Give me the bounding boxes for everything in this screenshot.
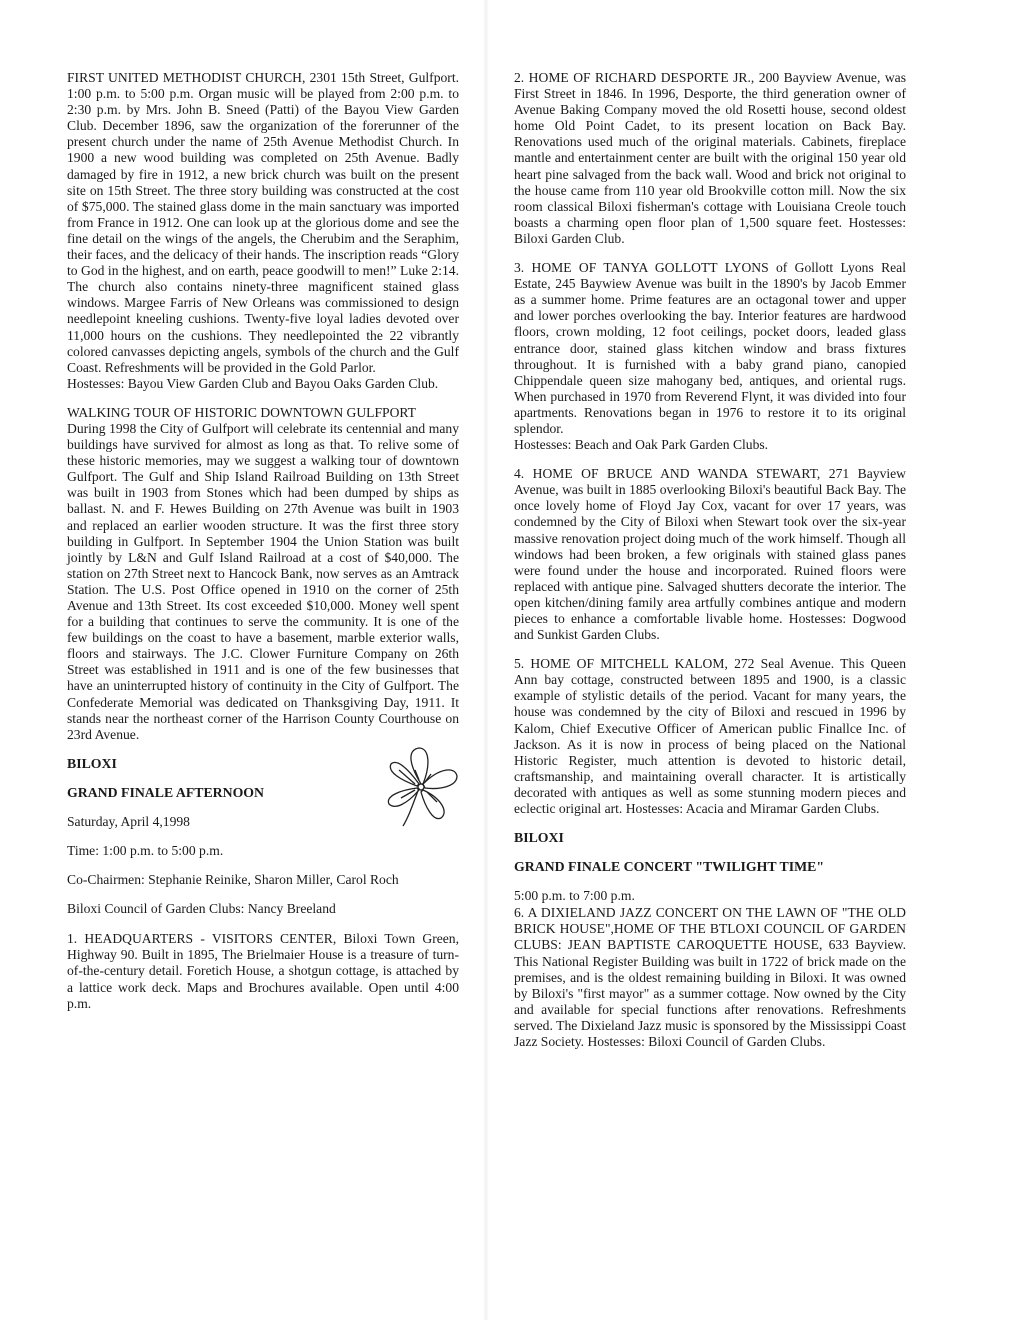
item-4-stewart: 4. HOME OF BRUCE AND WANDA STEWART, 271 Bayview Avenue, was built in 1885 overlooking Biloxi's beautiful Back Bay. The once lovely home of Floyd Jay Cox, vacant for over 17 years, was condemned by the City of Biloxi when Stewart took over the six-year massive renovation project doing much of the work himself. Though all windows had been broken, a few originals with stained glass panes were found under the house and incorporated. Ruined floors were replaced with antique pine. Salvaged shutters decorate the interior. The open kitchen/dining family area artfully combines antique and modern pieces to enhance a comfortable livable home. Hostesses: Dogwood and Sunkist Garden Clubs. [514,466,906,643]
right-column [514,70,906,1063]
walking-tour-heading: WALKING TOUR OF HISTORIC DOWNTOWN GULFPORT [67,404,416,420]
church-hostesses: Hostesses: Bayou View Garden Club and Bayou Oaks Garden Club. [67,375,439,391]
left-column [67,70,459,1025]
item-1-headquarters: 1. HEADQUARTERS - VISITORS CENTER, Biloxi Town Green, Highway 90. Built in 1895, The Brielmaier House is a treasure of turn-of-the-century detail. Foretich House, a shotgun cottage, is attached by a lattice work deck. Maps and Brochures available. Open until 4:00 p.m. [67,931,459,1011]
item-5-kalom: 5. HOME OF MITCHELL KALOM, 272 Seal Avenue. This Queen Ann bay cottage, constructed between 1895 and 1900, is a classic example of stylistic details of the period. Vacant for many years, the house was condemned by the city of Biloxi and rescued in 1996 by Kalom, Chief Executive Officer of American public Finallce Inc. of Jackson. As it is now in process of being placed on the National Historic Register, much attention is devoted to historic detail, craftsmanship, and maintaining overall character. It is artistically decorated with antiques as well as some stunning modern pieces and eclectic original art. Hostesses: Acacia and Miramar Garden Clubs. [514,656,906,817]
concert-time: 5:00 p.m. to 7:00 p.m. [514,888,635,904]
walking-tour-paragraph [67,405,459,743]
item-3-text: 3. HOME OF TANYA GOLLOTT LYONS of Gollott Lyons Real Estate, 245 Baywiew Avenue was built in the 1890's by Jacob Emmer as a summer home. Prime features are an octagonal tower and upper and lower porches overlooking the bay. Interior features are hardwood floors, crown molding, 12 foot ceilings, pocket doors, leaded glass entrance door, stained glass kitchen window and brass fixtures throughout. It is furnished with a baby grand piano, canopied Chippendale queen size mahogany bed, antiques, and oriental rugs. When purchased in 1970 from Reverend Flynt, it was divided into four apartments. Renovations began in 1976 to restore it to its original splendor. [514,260,906,436]
grand-finale-afternoon [67,756,459,917]
afternoon-cochairs: Co-Chairmen: Stephanie Reinike, Sharon Miller, Carol Roch [67,872,399,888]
item-6-jazz-concert: 6. A DIXIELAND JAZZ CONCERT ON THE LAWN OF "THE OLD BRICK HOUSE",HOME OF THE BTLOXI COUNCIL OF GARDEN CLUBS: JEAN BAPTISTE CAROQUETTE HOUSE, 633 Bayview. This National Register Building was built in 1722 of brick made on the premises, and is the oldest remaining building in Biloxi. It was owned by Biloxi's "first mayor" as a summer cottage. Now owned by the City and available for special functions after renovations. Refreshments served. The Dixieland Jazz music is sponsored by the Mississippi Coast Jazz Society. Hostesses: Biloxi Council of Garden Clubs. [514,905,906,1049]
walking-tour-text: During 1998 the City of Gulfport will celebrate its centennial and many buildings have survived for almost as long as that. To relive some of these historic memories, may we suggest a walking tour of downtown Gulfport. The Gulf and Ship Island Railroad Building on 13th Street was built in 1903 from Stones which had been dumped by ships as ballast. N. and F. Hewes Building on 27th Avenue was built in 1903 and replaced an earlier wooden structure. It was the first three story building in Gulfport. In September 1904 the Union Station was built jointly by L&N and Gulf Island Railroad at a cost of $40,000. The station on 27th Street next to Hancock Bank, now serves as an Amtrack Station. The U.S. Post Office opened in 1910 on the corner of 25th Avenue and 13th Street. Its cost exceeded $10,000. Money well spent for a building that continues to serve the community. It is one of the few buildings on the coast to have a basement, marble exterior walls, floors and stairways. The J.C. Clower Furniture Company on 26th Street was established in 1911 and is one of the few businesses that have an uninterrupted history of continuity in the City of Gulfport. The Confederate Memorial was dedicated on Thanksgiving Day, 1911. It stands near the northeast corner of the Harrison County Courthouse on 23rd Avenue. [67,420,459,742]
afternoon-title-biloxi: BILOXI [67,755,117,771]
church-text: FIRST UNITED METHODIST CHURCH, 2301 15th Street, Gulfport. 1:00 p.m. to 5:00 p.m. Organ music will be played from 2:00 p.m. to 2:30 p.m. by Mrs. John B. Sneed (Patti) of the Bayou View Garden Club. December 1896, saw the organization of the forerunner of the present church under the name of 25th Avenue Methodist Church. In 1900 a new wood building was completed on 25th Avenue. Badly damaged by fire in 1912, a new brick church was built on the present site on 15th Street. The three story building was constructed at the cost of $75,000. The stained glass dome in the main sanctuary was imported from France in 1912. One can look up at the glorious dome and see the fine detail on the wings of the angels, the Cherubim and the Seraphim, their faces, and the delicacy of their hands. The inscription reads “Glory to God in the highest, and on earth, peace goodwill to men!” Luke 2:14. The church also contains ninety-three magnificent stained glass windows. Margee Farris of New Orleans was commissioned to design needlepoint kneeling cushions. Twenty-five loyal ladies devoted over 11,000 hours on the cushions. They needlepointed the 22 vibrantly colored canvasses depicting angels, symbols of the church and the Gulf Coast. Refreshments will be provided in the Gold Parlor. [67,70,459,375]
item-3-hostesses: Hostesses: Beach and Oak Park Garden Clubs. [514,437,769,453]
afternoon-title: GRAND FINALE AFTERNOON [67,784,265,800]
item-2-desporte: 2. HOME OF RICHARD DESPORTE JR., 200 Bayview Avenue, was First Street in 1846. In 1996, Desporte, the third generation owner of Avenue Baking Company moved the old Rosetti house, second oldest home Old Point Cadet, to its present location on Back Bay. Renovations used much of the original materials. Cabinets, fireplace mantle and entertainment center are built with the original 150 year old heart pine salvaged from the back wall. Wood and brick not original to the house came from 110 year old Brookville cotton mill. Now the six room classical Biloxi fisherman's cottage with Louisiana Creole touch boasts a charming open floor plan of 1,500 square feet. Hostesses: Biloxi Garden Club. [514,70,906,246]
afternoon-time: Time: 1:00 p.m. to 5:00 p.m. [67,842,224,858]
page-fold [483,0,489,1320]
flower-icon [379,744,463,828]
concert-title: GRAND FINALE CONCERT "TWILIGHT TIME" [514,859,824,875]
afternoon-date: Saturday, April 4,1998 [67,813,190,829]
concert-title-biloxi: BILOXI [514,830,564,846]
grand-finale-concert [514,830,906,904]
church-paragraph [67,70,459,392]
afternoon-council: Biloxi Council of Garden Clubs: Nancy Breeland [67,901,336,917]
item-3-lyons [514,260,906,453]
